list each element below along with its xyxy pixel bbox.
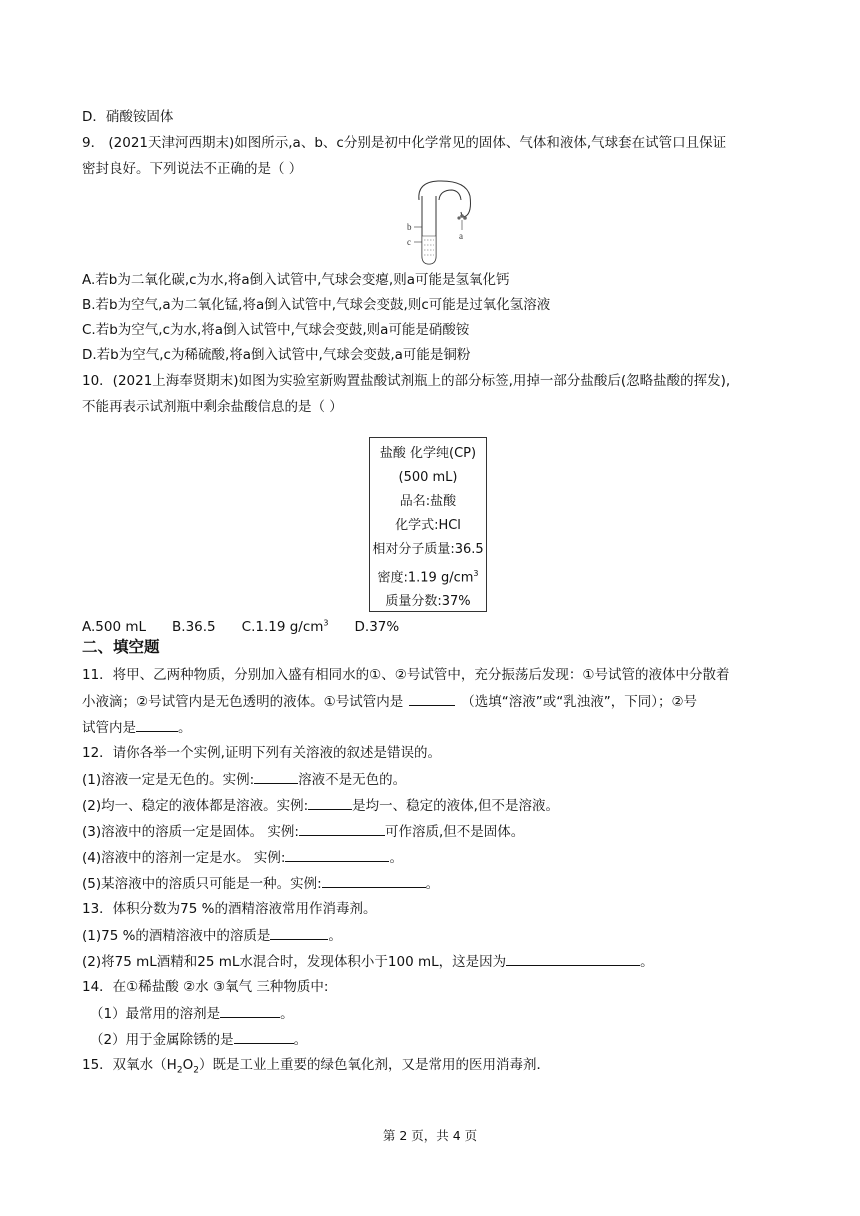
q12-item-5: (5)某溶液中的溶质只可能是一种。实例: 。 [82,873,782,894]
q13-blank-2[interactable] [506,951,640,966]
q10-options [82,613,782,637]
q9-stem-line2: 密封良好。下列说法不正确的是（ ） [82,161,303,177]
page-footer: 第 2 页，共 4 页 [382,1128,478,1143]
q13-blank-1[interactable] [270,925,328,940]
q12-blank-5[interactable] [322,873,426,888]
q9-option-c: C.若b为空气,c为水,将a倒入试管中,气球会变鼓,则a可能是硝酸铵 [82,322,470,338]
q11-blank-1[interactable] [409,691,455,706]
figure-label-b: b [407,222,412,232]
q12-item-3: (3)溶液中的溶质一定是固体。 实例: 可作溶质,但不是固体。 [82,821,782,842]
q14-item-1: （1）最常用的溶剂是 。 [90,1003,790,1024]
q11-stem-line1: 11．将甲、乙两种物质，分别加入盛有相同水的①、②号试管中，充分振荡后发现：①号试管的液体中分散着 [82,667,730,683]
q10-option-b: B.36.5 [172,618,216,635]
q14-stem: 14．在①稀盐酸 ②水 ③氧气 三种物质中: [82,979,329,995]
q13-item-1: (1)75 %的酒精溶液中的溶质是 。 [82,925,782,946]
label-line-mass-fraction: 质量分数:37% [385,594,471,610]
q9-stem-line1: 9． (2021天津河西期末)如图所示,a、b、c分别是初中化学常见的固体、气体和液体,气球套在试管口且保证 [82,135,727,151]
q12-item-1: (1)溶液一定是无色的。实例: 溶液不是无色的。 [82,769,782,790]
q9-option-b: B.若b为空气,a为二氧化锰,将a倒入试管中,气球会变鼓,则c可能是过氧化氢溶液 [82,297,551,313]
label-line-volume: (500 mL) [398,470,458,485]
reagent-bottle-label [369,437,487,612]
label-line-name-grade: 盐酸 化学纯(CP) [379,446,477,461]
q14-blank-2[interactable] [234,1029,294,1044]
q13-item-2: (2)将75 mL酒精和25 mL水混合时，发现体积小于100 mL，这是因为 。 [82,951,782,972]
q12-blank-3[interactable] [299,821,385,836]
q12-blank-4[interactable] [285,847,389,862]
q9-option-d: D.若b为空气,c为稀硫酸,将a倒入试管中,气球会变鼓,a可能是铜粉 [82,347,471,363]
q12-stem: 12．请你各举一个实例,证明下列有关溶液的叙述是错误的。 [82,745,441,761]
q12-item-2: (2)均一、稳定的液体都是溶液。实例: 是均一、稳定的液体,但不是溶液。 [82,795,782,816]
test-tube-balloon-figure [400,178,480,266]
figure-label-a: a [459,231,463,241]
q11-stem-line3: 试管内是 。 [82,717,782,738]
q13-stem: 13．体积分数为75 %的酒精溶液常用作消毒剂。 [82,901,377,917]
q10-option-a: A.500 mL [82,618,147,635]
q12-blank-2[interactable] [308,795,352,810]
label-line-product: 品名:盐酸 [399,494,457,509]
q12-item-4: (4)溶液中的溶剂一定是水。 实例: 。 [82,847,782,868]
q10-stem-line1: 10．(2021上海奉贤期末)如图为实验室新购置盐酸试剂瓶上的部分标签,用掉一部分盐酸后(忽略盐酸的挥发), [82,373,731,389]
q10-stem-line2: 不能再表示试剂瓶中剩余盐酸信息的是（ ） [82,399,343,415]
q12-blank-1[interactable] [254,769,298,784]
label-line-molar-mass: 相对分子质量:36.5 [372,542,484,557]
q11-blank-2[interactable] [136,717,178,732]
q8-option-d: D．硝酸铵固体 [82,109,174,125]
label-line-density: 密度:1.19 $g/cm^3$ [377,569,479,586]
section-heading: 二、填空题 [82,638,160,656]
q10-option-c: C.1.19 $g/cm^3$ [241,618,329,635]
q9-option-a: A.若b为二氧化碳,c为水,将a倒入试管中,气球会变瘪,则a可能是氢氧化钙 [82,272,510,288]
figure-label-c: c [407,237,411,247]
label-line-formula: 化学式:HCl [395,518,461,533]
q15-stem: 15．双氧水$(H_2O_2)$既是工业上重要的绿色氧化剂，又是常用的医用消毒剂． [82,1057,550,1076]
q10-option-d: D.37% [354,618,400,635]
q11-stem-line2: 小液滴；②号试管内是无色透明的液体。①号试管内是 （选填“溶液”或“乳浊液”，下同）；②号 [82,691,782,712]
q14-blank-1[interactable] [220,1003,280,1018]
q14-item-2: （2）用于金属除锈的是 。 [90,1029,790,1050]
